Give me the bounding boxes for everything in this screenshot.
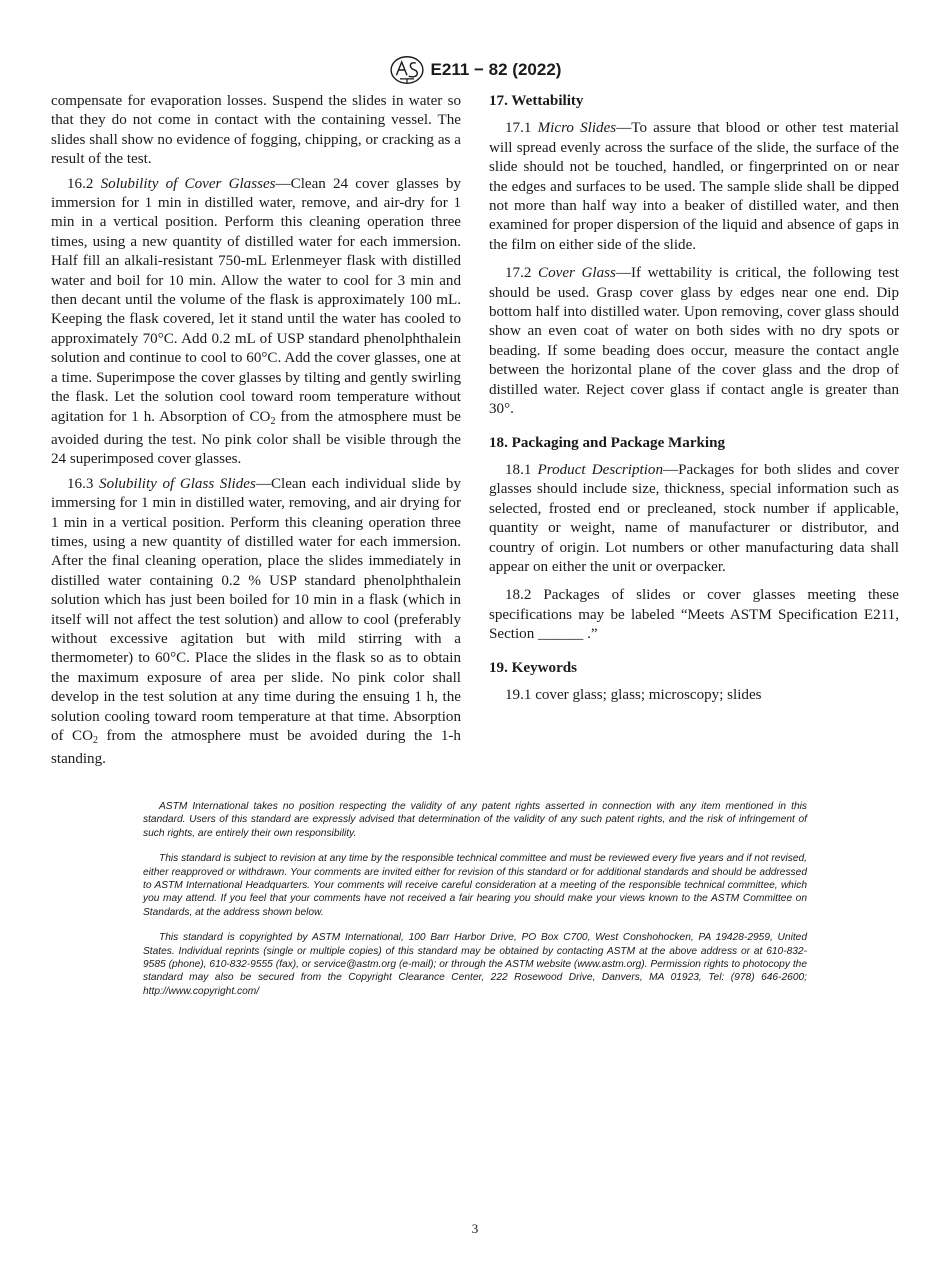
- paragraph-16-2: 16.2 Solubility of Cover Glasses—Clean 24 cover glasses by immersion for 1 min in distilled water, remove, and air-dry for 1 min in a vertical position. Perform this cleaning operation three times, using a new quantity of distilled water for each immersion. Half fill an alkali-resistant 750-mL Erlenmeyer flask with distilled water and boil for 10 min. Allow the water to cool for 3 min and then decant until the volume of the flask is approximately 100 mL. Keeping the flask covered, let it stand until the water has cooled to approximately 70°C. Add 0.2 mL of USP standard phenolphthalein solution and continue to cool to 60°C. Add the cover glasses, one at a time. Superimpose the cover glasses by tilting and gently swirling the flask. Let the solution cool toward room temperature without agitation for 1 h. Absorption of $CO_2$ from the atmosphere must be avoided during the test. No pink color shall be visible through the 24 superimposed cover glasses.: [51, 175, 461, 468]
- page-number: 3: [471, 1221, 479, 1236]
- paragraph-title: Cover Glass: [538, 265, 616, 282]
- paragraph-title: Solubility of Glass Slides: [99, 475, 256, 492]
- footer-notices: [143, 800, 807, 1010]
- left-column: [51, 92, 461, 770]
- patent-notice: ASTM International takes no position respecting the validity of any patent rights asserted in connection with any item mentioned in this standard. Users of this standard are expressly advised that determination of the validity of any such patent rights, and the risk of infringement of such rights, are entirely their own responsibility.: [143, 801, 807, 839]
- paragraph-title: Solubility of Cover Glasses: [100, 175, 276, 192]
- paragraph-continued: compensate for evaporation losses. Suspend the slides in water so that they do not come in contact with the containing vessel. The slides shall show no evidence of fogging, chipping, or cracking as a result of the test.: [51, 93, 461, 168]
- paragraph-16-3: 16.3 Solubility of Glass Slides—Clean each individual slide by immersing for 1 min in distilled water, removing, and air drying for 1 min in a vertical position. Perform this cleaning operation three times, using a new quantity of distilled water for each immersion. After the final cleaning operation, place the slides immediately in distilled water containing 0.2 % USP standard phenolphthalein solution which has just been boiled for 10 min in a flask (which in itself will not affect the test solution) and allow to cool (preferably without excessive agitation but with mild stirring with a thermometer) to 60°C. Place the slides in the flask so as to obtain the maximum exposure of area per slide. No pink color shall develop in the test solution at any time during the ensuing 1 h, the solution cooling toward room temperature at that time. Absorption of $CO_2$ from the atmosphere must be avoided during the 1-h standing.: [51, 475, 461, 768]
- paragraph-18-2: 18.2 Packages of slides or cover glasses meeting these specifications may be labeled “Meets ASTM Specification E211, Section ______ .”: [489, 587, 899, 643]
- right-column: [489, 92, 899, 705]
- paragraph-17-1: 17.1 Micro Slides—To assure that blood or other test material will spread evenly across the surface of the slide, the surface of the slide should not be touched, handled, or fingerprinted on or near the edges and surfaces to be used. The sample slide shall be dipped not more than half way into a beaker of distilled water, and then examined for proper dispersion of the liquid and absence of gaps in the film on either side of the slide.: [489, 120, 900, 253]
- paragraph-title: Micro Slides: [537, 120, 617, 137]
- section-heading-19: 19. Keywords: [489, 659, 578, 676]
- section-heading-17: 17. Wettability: [489, 93, 584, 109]
- paragraph-18-1: 18.1 Product Description—Packages for both slides and cover glasses should include size, thickness, special information such as selected, frosted end or precleaned, stock number if applicable, quantity or weight, name of manufacturer or distributor, and country of origin. Lot numbers or other manufacturing data shall appear on either the unit or overpacker.: [489, 461, 900, 575]
- section-heading-18: 18. Packaging and Package Marking: [489, 434, 726, 451]
- paragraph-19-1: 19.1 cover glass; glass; microscopy; slides: [505, 686, 762, 703]
- paragraph-17-2: 17.2 Cover Glass—If wettability is critical, the following test should be used. Grasp cover glass by edges near one end. Dip bottom half into distilled water. Upon removing, cover glass should show an even coat of water on both sides with no dry spots or beading. If some beading does occur, measure the contact angle between the horizontal plane of the cover glass and the drop of distilled water. Reject cover glass if contact angle is greater than 30°.: [489, 265, 899, 418]
- designation: E211 − 82 (2022): [430, 60, 562, 79]
- astm-logo-icon: [389, 55, 425, 85]
- paragraph-title: Product Description: [537, 461, 664, 478]
- copyright-notice: This standard is copyrighted by ASTM International, 100 Barr Harbor Drive, PO Box C700, West Conshohocken, PA 19428-2959, United States. Individual reprints (single or multiple copies) of this standard may be obtained by contacting ASTM at the above address or at 610-832-9585 (phone), 610-832-9555 (fax), or service@astm.org (e-mail); or through the ASTM website (www.astm.org). Permission rights to photocopy the standard may also be secured from the Copyright Clearance Center, 222 Rosewood Drive, Danvers, MA 01923, Tel: (978) 646-2600; http://www.copyright.com/: [143, 932, 807, 997]
- revision-notice: This standard is subject to revision at any time by the responsible technical committee and must be reviewed every five years and if not revised, either reapproved or withdrawn. Your comments are invited either for revision of this standard or for additional standards and should be addressed to ASTM International Headquarters. Your comments will receive careful consideration at a meeting of the responsible technical committee, which you may attend. If you feel that your comments have not received a fair hearing you should make your views known to the ASTM Committee on Standards, at the address shown below.: [143, 853, 807, 918]
- page-header: [0, 55, 950, 85]
